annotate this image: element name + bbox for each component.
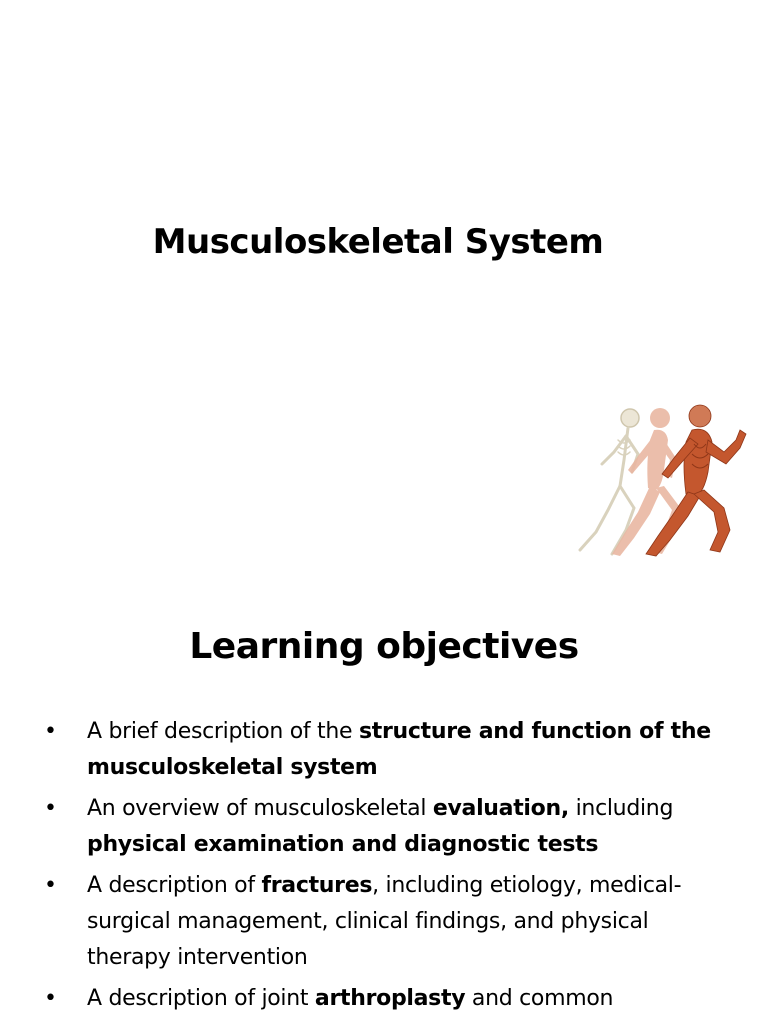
text: A brief description of the bbox=[87, 719, 359, 744]
bold-text: evaluation, bbox=[432, 796, 569, 821]
list-item bbox=[0, 868, 768, 976]
slide-title: Musculoskeletal System bbox=[152, 222, 604, 262]
list-item bbox=[0, 791, 768, 863]
objectives-list bbox=[0, 714, 768, 1022]
bold-text: arthroplasty bbox=[314, 986, 466, 1011]
running-anatomy-figure bbox=[568, 400, 754, 558]
bold-text: physical examination and diagnostic tests bbox=[87, 832, 599, 857]
text: , including etiology, medical-surgical management, clinical findings, and physical therapy intervention bbox=[87, 873, 682, 970]
bullet-marker: • bbox=[44, 719, 57, 744]
bold-text: structure and function of the musculoskeletal system bbox=[87, 719, 711, 780]
text: An overview of musculoskeletal bbox=[87, 796, 433, 821]
bold-text: fractures bbox=[261, 873, 373, 898]
text: A description of bbox=[87, 873, 262, 898]
bullet-marker: • bbox=[44, 873, 57, 898]
text: and common bbox=[465, 986, 614, 1011]
text: A description of joint bbox=[87, 986, 315, 1011]
slide-title: Learning objectives bbox=[189, 626, 579, 667]
bullet-marker: • bbox=[44, 796, 57, 821]
objectives-slide bbox=[0, 576, 768, 1024]
list-item bbox=[0, 981, 768, 1017]
text: including bbox=[568, 796, 674, 821]
bullet-marker: • bbox=[44, 986, 57, 1011]
list-item bbox=[0, 714, 768, 786]
